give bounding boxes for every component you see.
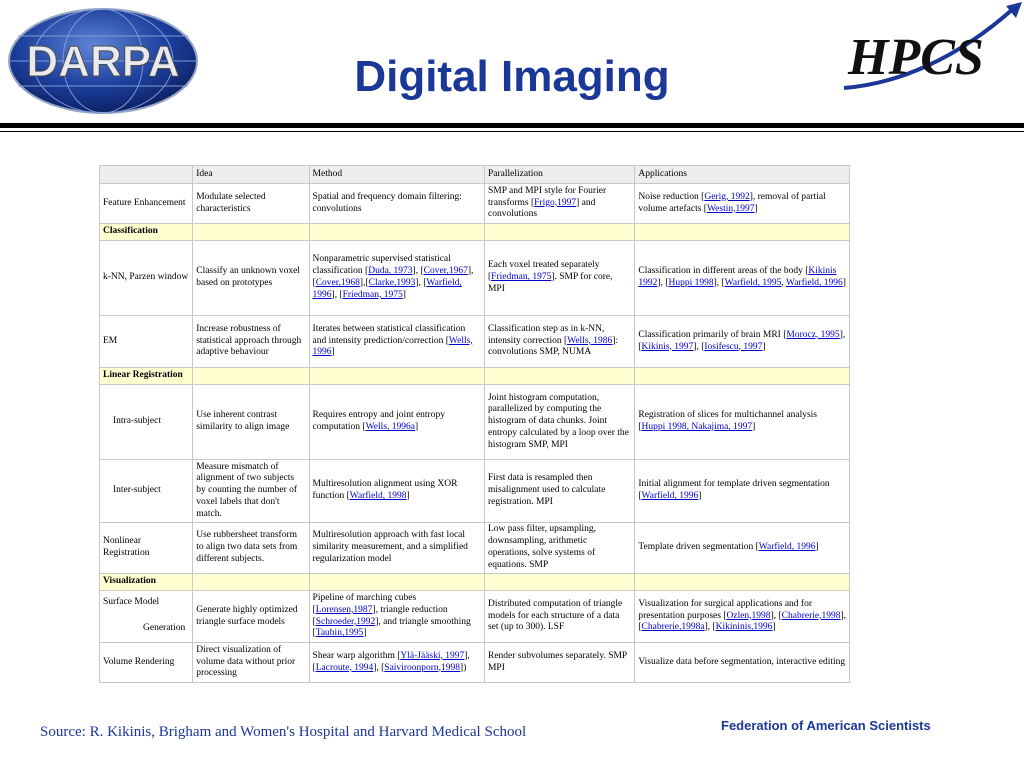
table-row (100, 523, 849, 573)
table-row (100, 316, 849, 367)
section-label: Linear Registration (100, 368, 192, 384)
section-row-visualization (100, 574, 849, 590)
table-row (100, 643, 849, 682)
header-cell-empty (100, 166, 192, 183)
idea-cell: Modulate selected characteristics (193, 184, 308, 223)
reference-link[interactable]: Frigo,1997 (534, 197, 577, 208)
applications-cell: Initial alignment for template driven segmentation [Warfield, 1996] (635, 460, 849, 522)
method-cell: Iterates between statistical classification and intensity prediction/correction [Wells, 1996] (310, 316, 484, 367)
reference-link[interactable]: Saiviroonporn,1998 (384, 662, 461, 673)
section-label: Classification (100, 224, 192, 240)
reference-link[interactable]: Warfield, 1996 (786, 278, 843, 288)
reference-link[interactable]: Gerig, 1992 (704, 191, 750, 202)
svg-text:DARPA: DARPA (26, 37, 180, 86)
parallelization-cell: Classification step as in k-NN, intensity correction [Wells, 1986]: convolutions SMP, NUMA (485, 316, 634, 367)
method-cell: Shear warp algorithm [Ylä-Jääski, 1997], [Lacroute, 1994], [Saiviroonporn,1998]) (310, 643, 484, 682)
method-cell: Multiresolution alignment using XOR function [Warfield, 1998] (310, 460, 484, 522)
parallelization-cell: Each voxel treated separately [Friedman, 1975]. SMP for core, MPI (485, 241, 634, 315)
row-label: Intra-subject (100, 385, 192, 459)
idea-cell: Measure mismatch of alignment of two subjects by counting the number of voxel labels that don't match. (193, 460, 308, 522)
reference-link[interactable]: Wells, 1996 (312, 335, 473, 358)
table-row (100, 591, 849, 642)
reference-link[interactable]: Chabrerie,1998 (781, 610, 841, 621)
reference-link[interactable]: Duda, 1973 (368, 266, 413, 277)
parallelization-cell: Low pass filter, upsampling, downsampling, arithmetic operations, solve systems of equations. SMP (485, 523, 634, 573)
reference-link[interactable]: Friedman, 1975 (491, 272, 552, 283)
parallelization-cell: Distributed computation of triangle models for each structure of a data set (up to 300). LSF (485, 591, 634, 642)
header-cell-method: Method (310, 166, 484, 183)
reference-link[interactable]: Wells, 1986 (567, 335, 613, 346)
reference-link[interactable]: Chabrerie,1998a (641, 622, 705, 633)
row-label: Inter-subject (100, 460, 192, 522)
reference-link[interactable]: Warfield, 1996 (758, 542, 816, 553)
reference-link[interactable]: Kikinis 1992 (638, 266, 837, 288)
idea-cell: Generate highly optimized triangle surface models (193, 591, 308, 642)
reference-link[interactable]: Westin,1997 (706, 203, 755, 214)
svg-text:HPCS: HPCS (848, 29, 984, 86)
reference-link[interactable]: Schroeder,1992 (315, 616, 376, 627)
idea-cell: Use rubbersheet transform to align two data sets from different subjects. (193, 523, 308, 573)
reference-link[interactable]: Warfield, 1998 (349, 491, 407, 501)
idea-cell: Increase robustness of statistical approach through adaptive behaviour (193, 316, 308, 367)
section-row-linear-registration (100, 368, 849, 384)
reference-link[interactable]: Warfield, 1996 (312, 278, 462, 300)
parallelization-cell: SMP and MPI style for Fourier transforms [Frigo,1997] and convolutions (485, 184, 634, 223)
reference-link[interactable]: Taubin,1995 (315, 628, 364, 639)
applications-cell: Visualize data before segmentation, interactive editing (635, 643, 849, 682)
method-cell: Multiresolution approach with fast local similarity measurement, and a simplified regularization model (310, 523, 484, 573)
section-row-classification (100, 224, 849, 240)
header-rule-thin (0, 131, 1024, 132)
page-title: Digital Imaging (354, 52, 670, 101)
footer-organization: Federation of American Scientists (721, 718, 931, 733)
reference-link[interactable]: Cover,1967 (423, 266, 468, 277)
source-caption: Source: R. Kikinis, Brigham and Women's Hospital and Harvard Medical School (40, 724, 527, 740)
digital-imaging-table (99, 165, 850, 683)
reference-link[interactable]: Iosifescu, 1997 (704, 341, 763, 352)
applications-cell: Registration of slices for multichannel analysis [Huppi 1998, Nakajima, 1997] (635, 385, 849, 459)
parallelization-cell: Joint histogram computation, parallelized by computing the histogram of data chunks. Joint entropy calculated by a loop over the histogram SMP, MPI (485, 385, 634, 459)
reference-link[interactable]: Friedman, 1975 (342, 289, 403, 300)
reference-link[interactable]: Kikinis, 1997 (641, 341, 694, 352)
reference-link[interactable]: Warfield, 1996 (641, 491, 699, 501)
reference-link[interactable]: Huppi 1998 (668, 278, 714, 288)
reference-link[interactable]: Kikininis,1996 (715, 622, 773, 633)
reference-link[interactable]: Huppi 1998, Nakajima, 1997 (641, 422, 753, 432)
parallelization-cell: First data is resampled then misalignment used to calculate registration. MPI (485, 460, 634, 522)
applications-cell: Visualization for surgical applications and for presentation purposes [Ozlen,1998], [Chabrerie,1998],[Chabrerie,1998a], [Kikininis,1996] (635, 591, 849, 642)
idea-cell: Classify an unknown voxel based on prototypes (193, 241, 308, 315)
header-cell-applications: Applications (635, 166, 849, 183)
row-label: Nonlinear Registration (100, 523, 192, 573)
method-cell: Spatial and frequency domain filtering: convolutions (310, 184, 484, 223)
table-row (100, 460, 849, 522)
header-cell-idea: Idea (193, 166, 308, 183)
reference-link[interactable]: Lacroute, 1994 (315, 662, 374, 673)
row-label: Volume Rendering (100, 643, 192, 682)
reference-link[interactable]: Lorensen,1987 (315, 604, 373, 615)
reference-link[interactable]: Wells, 1996a (365, 422, 415, 432)
reference-link[interactable]: Ozlen,1998 (726, 610, 771, 621)
method-cell: Requires entropy and joint entropy computation [Wells, 1996a] (310, 385, 484, 459)
method-cell: Nonparametric supervised statistical classification [Duda, 1973], [Cover,1967], [Cover,1968],[Clarke,1993], [Warfield, 1996], [Friedman, 1975] (310, 241, 484, 315)
table-header-row (100, 166, 849, 183)
row-label: EM (100, 316, 192, 367)
idea-cell: Direct visualization of volume data without prior processing (193, 643, 308, 682)
applications-cell: Classification in different areas of the body [Kikinis 1992], [Huppi 1998], [Warfield, 1995, Warfield, 1996] (635, 241, 849, 315)
row-label: Feature Enhancement (100, 184, 192, 223)
applications-cell: Noise reduction [Gerig, 1992], removal of partial volume artefacts [Westin,1997] (635, 184, 849, 223)
hpcs-logo (836, 0, 1024, 100)
row-label: Surface Model Generation (100, 591, 192, 642)
parallelization-cell: Render subvolumes separately. SMP MPI (485, 643, 634, 682)
reference-link[interactable]: Cover,1968 (315, 278, 360, 288)
table-row (100, 385, 849, 459)
header-rule (0, 123, 1024, 128)
method-cell: Pipeline of marching cubes [Lorensen,1987], triangle reduction [Schroeder,1992], and triangle smoothing [Taubin,1995] (310, 591, 484, 642)
table-row (100, 184, 849, 223)
section-label: Visualization (100, 574, 192, 590)
reference-link[interactable]: Warfield, 1995 (724, 278, 782, 288)
row-label: k-NN, Parzen window (100, 241, 192, 315)
header-cell-parallelization: Parallelization (485, 166, 634, 183)
reference-link[interactable]: Morocz, 1995 (786, 329, 840, 340)
applications-cell: Template driven segmentation [Warfield, 1996] (635, 523, 849, 573)
applications-cell: Classification primarily of brain MRI [Morocz, 1995], [Kikinis, 1997], [Iosifescu, 1997] (635, 316, 849, 367)
reference-link[interactable]: Clarke,1993 (368, 278, 416, 288)
table-row (100, 241, 849, 315)
idea-cell: Use inherent contrast similarity to align image (193, 385, 308, 459)
reference-link[interactable]: Ylä-Jääski, 1997 (400, 650, 465, 661)
